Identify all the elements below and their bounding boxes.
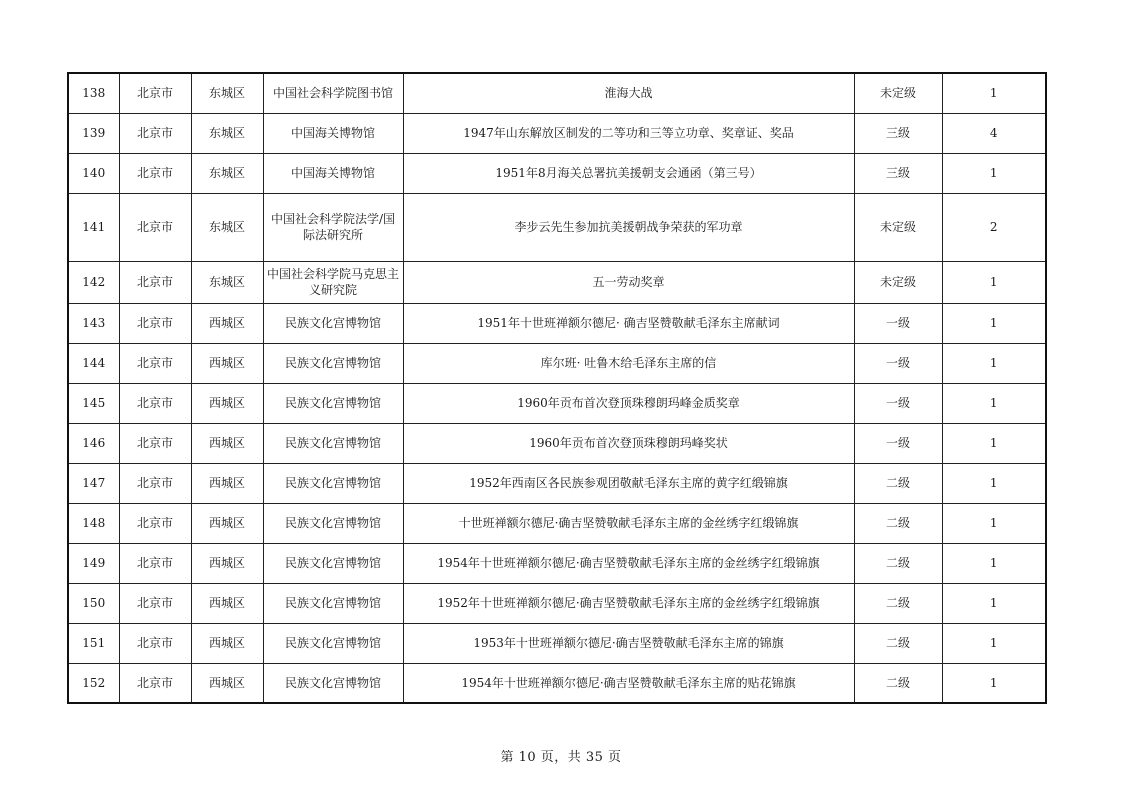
cell-item: 1952年西南区各民族参观团敬献毛泽东主席的黄字红缎锦旗 — [403, 463, 854, 503]
cell-item: 1947年山东解放区制发的二等功和三等立功章、奖章证、奖品 — [403, 113, 854, 153]
cell-item: 1952年十世班禅额尔德尼·确吉坚赞敬献毛泽东主席的金丝绣字红缎锦旗 — [403, 583, 854, 623]
cell-no: 148 — [68, 503, 119, 543]
cell-city: 北京市 — [119, 343, 191, 383]
cell-grade: 二级 — [854, 583, 942, 623]
cell-count: 2 — [942, 193, 1046, 261]
cell-grade: 未定级 — [854, 73, 942, 113]
cell-district: 西城区 — [191, 343, 263, 383]
cell-item: 1954年十世班禅额尔德尼·确吉坚赞敬献毛泽东主席的金丝绣字红缎锦旗 — [403, 543, 854, 583]
cell-item: 淮海大战 — [403, 73, 854, 113]
cell-no: 144 — [68, 343, 119, 383]
cell-item: 库尔班· 吐鲁木给毛泽东主席的信 — [403, 343, 854, 383]
cell-item: 李步云先生参加抗美援朝战争荣获的军功章 — [403, 193, 854, 261]
cell-grade: 三级 — [854, 113, 942, 153]
cell-grade: 二级 — [854, 663, 942, 703]
cell-city: 北京市 — [119, 261, 191, 303]
cell-city: 北京市 — [119, 113, 191, 153]
cell-grade: 三级 — [854, 153, 942, 193]
cell-institution: 民族文化宫博物馆 — [263, 383, 403, 423]
table-row — [68, 423, 1046, 463]
cell-grade: 一级 — [854, 343, 942, 383]
cell-district: 东城区 — [191, 261, 263, 303]
table-row — [68, 663, 1046, 703]
cell-institution: 中国海关博物馆 — [263, 153, 403, 193]
cell-city: 北京市 — [119, 583, 191, 623]
table-row — [68, 503, 1046, 543]
table-row — [68, 623, 1046, 663]
cell-item: 1954年十世班禅额尔德尼·确吉坚赞敬献毛泽东主席的贴花锦旗 — [403, 663, 854, 703]
table-row — [68, 343, 1046, 383]
cell-grade: 一级 — [854, 383, 942, 423]
cell-institution: 民族文化宫博物馆 — [263, 583, 403, 623]
cell-no: 150 — [68, 583, 119, 623]
page-number-footer: 第 10 页，共 35 页 — [500, 750, 622, 765]
cell-city: 北京市 — [119, 503, 191, 543]
cell-count: 1 — [942, 583, 1046, 623]
cell-item: 1953年十世班禅额尔德尼·确吉坚赞敬献毛泽东主席的锦旗 — [403, 623, 854, 663]
cell-count: 1 — [942, 503, 1046, 543]
cell-district: 西城区 — [191, 463, 263, 503]
cell-grade: 二级 — [854, 543, 942, 583]
table-row — [68, 193, 1046, 261]
cell-no: 149 — [68, 543, 119, 583]
cell-no: 141 — [68, 193, 119, 261]
cell-institution: 中国社会科学院图书馆 — [263, 73, 403, 113]
cell-city: 北京市 — [119, 463, 191, 503]
cell-no: 138 — [68, 73, 119, 113]
cell-item: 1960年贡布首次登顶珠穆朗玛峰金质奖章 — [403, 383, 854, 423]
cell-count: 1 — [942, 153, 1046, 193]
cell-count: 1 — [942, 423, 1046, 463]
cell-institution: 民族文化宫博物馆 — [263, 343, 403, 383]
cell-count: 1 — [942, 463, 1046, 503]
cell-institution: 民族文化宫博物馆 — [263, 623, 403, 663]
cell-no: 143 — [68, 303, 119, 343]
cell-district: 东城区 — [191, 193, 263, 261]
cell-item: 1951年8月海关总署抗美援朝支会通函（第三号） — [403, 153, 854, 193]
cell-count: 1 — [942, 343, 1046, 383]
cell-count: 1 — [942, 543, 1046, 583]
cell-institution: 民族文化宫博物馆 — [263, 463, 403, 503]
cell-city: 北京市 — [119, 663, 191, 703]
cell-district: 西城区 — [191, 303, 263, 343]
cell-no: 152 — [68, 663, 119, 703]
cell-institution: 民族文化宫博物馆 — [263, 303, 403, 343]
cell-district: 东城区 — [191, 73, 263, 113]
cell-grade: 未定级 — [854, 193, 942, 261]
cell-no: 146 — [68, 423, 119, 463]
cell-no: 139 — [68, 113, 119, 153]
table-row — [68, 153, 1046, 193]
cell-institution: 中国社会科学院马克思主义研究院 — [263, 261, 403, 303]
cell-institution: 中国社会科学院法学/国际法研究所 — [263, 193, 403, 261]
cell-district: 西城区 — [191, 663, 263, 703]
cell-district: 西城区 — [191, 543, 263, 583]
table-row — [68, 583, 1046, 623]
table-row — [68, 543, 1046, 583]
cell-grade: 一级 — [854, 303, 942, 343]
cell-district: 西城区 — [191, 583, 263, 623]
cell-grade: 二级 — [854, 503, 942, 543]
cell-count: 1 — [942, 663, 1046, 703]
cell-district: 西城区 — [191, 623, 263, 663]
table-row — [68, 463, 1046, 503]
cell-count: 1 — [942, 261, 1046, 303]
cell-count: 1 — [942, 303, 1046, 343]
cell-institution: 民族文化宫博物馆 — [263, 543, 403, 583]
cell-item: 1951年十世班禅额尔德尼· 确吉坚赞敬献毛泽东主席献词 — [403, 303, 854, 343]
cell-no: 147 — [68, 463, 119, 503]
cell-no: 145 — [68, 383, 119, 423]
cell-institution: 中国海关博物馆 — [263, 113, 403, 153]
cell-district: 西城区 — [191, 503, 263, 543]
cell-district: 西城区 — [191, 383, 263, 423]
cell-grade: 一级 — [854, 423, 942, 463]
cell-item: 1960年贡布首次登顶珠穆朗玛峰奖状 — [403, 423, 854, 463]
cell-count: 1 — [942, 73, 1046, 113]
table-row — [68, 261, 1046, 303]
table-row — [68, 113, 1046, 153]
cell-grade: 二级 — [854, 463, 942, 503]
cell-city: 北京市 — [119, 193, 191, 261]
cell-city: 北京市 — [119, 73, 191, 113]
cell-no: 151 — [68, 623, 119, 663]
cell-city: 北京市 — [119, 153, 191, 193]
table-row — [68, 383, 1046, 423]
cell-grade: 未定级 — [854, 261, 942, 303]
table-row — [68, 73, 1046, 113]
cell-city: 北京市 — [119, 303, 191, 343]
cell-item: 十世班禅额尔德尼·确吉坚赞敬献毛泽东主席的金丝绣字红缎锦旗 — [403, 503, 854, 543]
cell-district: 西城区 — [191, 423, 263, 463]
table-row — [68, 303, 1046, 343]
cell-count: 1 — [942, 623, 1046, 663]
cell-institution: 民族文化宫博物馆 — [263, 423, 403, 463]
cell-count: 1 — [942, 383, 1046, 423]
cell-no: 142 — [68, 261, 119, 303]
cell-count: 4 — [942, 113, 1046, 153]
cell-no: 140 — [68, 153, 119, 193]
cell-institution: 民族文化宫博物馆 — [263, 503, 403, 543]
cell-district: 东城区 — [191, 113, 263, 153]
cell-city: 北京市 — [119, 423, 191, 463]
cell-city: 北京市 — [119, 543, 191, 583]
cell-institution: 民族文化宫博物馆 — [263, 663, 403, 703]
cell-district: 东城区 — [191, 153, 263, 193]
records-table — [67, 72, 1047, 704]
cell-grade: 二级 — [854, 623, 942, 663]
cell-city: 北京市 — [119, 383, 191, 423]
cell-city: 北京市 — [119, 623, 191, 663]
cell-item: 五一劳动奖章 — [403, 261, 854, 303]
